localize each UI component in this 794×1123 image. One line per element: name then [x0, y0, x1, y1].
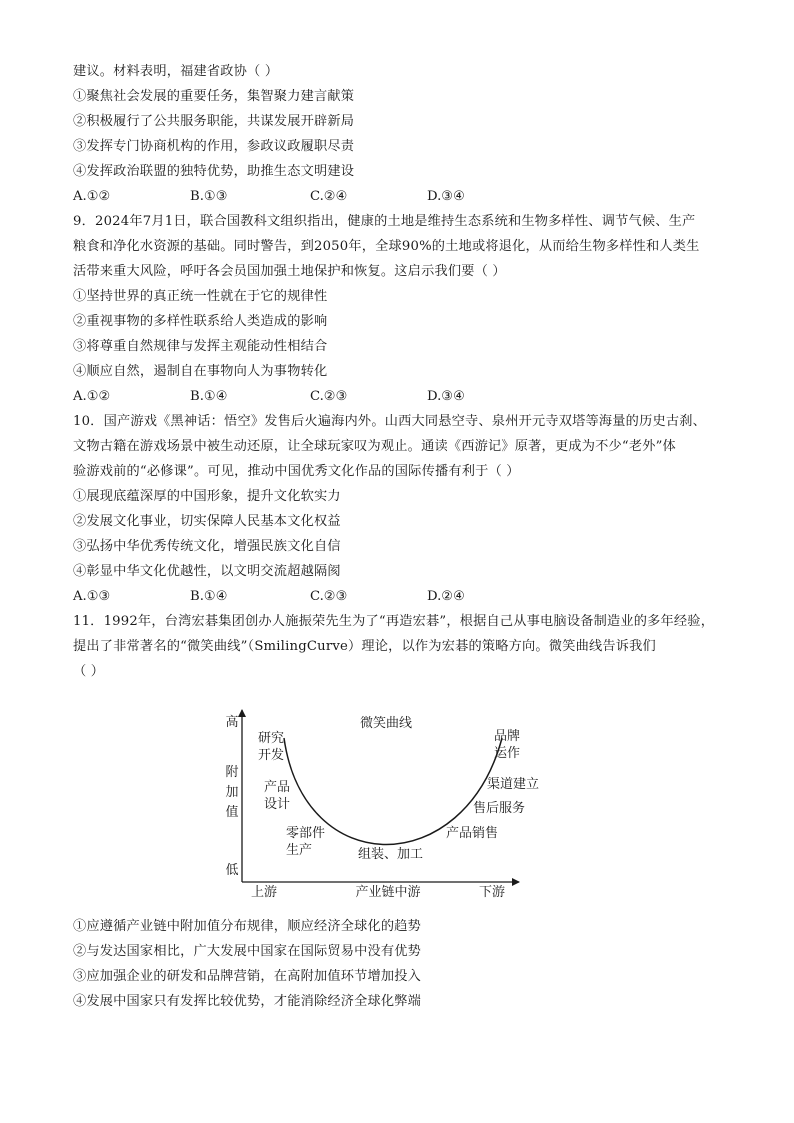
q10-item-1: ①展现底蕴深厚的中国形象，提升文化软实力 [73, 489, 341, 504]
q9-option-c[interactable]: C.②③ [310, 389, 348, 404]
q10-option-a[interactable]: A.①③ [73, 589, 111, 604]
chart-title: 微笑曲线 [359, 716, 413, 731]
q11-item-2: ②与发达国家相比，广大发展中国家在国际贸易中没有优势 [73, 944, 422, 959]
q10-item-3: ③弘扬中华优秀传统文化，增强民族文化自信 [73, 539, 341, 554]
q9-stem-line-3: 活带来重大风险，呼吁各会员国加强土地保护和恢复。这启示我们要（ ） [73, 264, 506, 279]
stage-labels [258, 728, 539, 862]
q8-item-3: ③发挥专门协商机构的作用，参政议政履职尽责 [73, 139, 355, 154]
q9-option-d[interactable]: D.③④ [427, 389, 465, 404]
stage-label: 产品销售 [446, 826, 499, 841]
q11-stem-line-2: 提出了非常著名的“微笑曲线”（SmilingCurve）理论，以作为宏碁的策略方向。微笑曲线告诉我们 [73, 639, 656, 654]
q10-option-c[interactable]: C.②③ [310, 589, 348, 604]
q9-item-1: ①坚持世界的真正统一性就在于它的规律性 [73, 289, 328, 304]
q9-stem-line-2: 粮食和净化水资源的基础。同时警告，到2050年，全球90%的土地或将退化，从而给生物多样性和人类生 [73, 239, 700, 254]
q9-item-3: ③将尊重自然规律与发挥主观能动性相结合 [73, 339, 328, 354]
q8-option-d[interactable]: D.③④ [427, 189, 465, 204]
x-axis-label: 产业链中游 [355, 885, 421, 900]
q8-item-4: ④发挥政治联盟的独特优势，助推生态文明建设 [73, 164, 355, 179]
y-axis-label [225, 765, 238, 820]
q8-option-c[interactable]: C.②④ [310, 189, 348, 204]
x-start-label: 上游 [250, 885, 278, 900]
q10-item-2: ②发展文化事业，切实保障人民基本文化权益 [73, 514, 341, 529]
q10-option-b[interactable]: B.①④ [190, 589, 228, 604]
y-axis-label-char: 附 [225, 765, 239, 780]
q10-stem-line-2: 文物古籍在游戏场景中被生动还原，让全球玩家叹为观止。通读《西游记》原著，更成为不少“老外”体 [73, 439, 676, 454]
q10-item-4: ④彰显中华文化优越性，以文明交流超越隔阂 [73, 564, 341, 579]
q8-item-1: ①聚焦社会发展的重要任务，集智聚力建言献策 [73, 89, 355, 104]
stage-label: 组装、加工 [358, 847, 424, 862]
stage-label: 研究开发 [258, 731, 285, 763]
q11-item-1: ①应遵循产业链中附加值分布规律，顺应经济全球化的趋势 [73, 919, 422, 934]
stage-label: 渠道建立 [487, 777, 540, 792]
q11-stem-line-1: 11．1992年，台湾宏碁集团创办人施振荣先生为了“再造宏碁”，根据自己从事电脑设备制造业的多年经验， [73, 614, 715, 629]
q11-stem-line-3: （ ） [73, 664, 105, 679]
stage-label: 品牌运作 [494, 729, 521, 761]
q9-item-2: ②重视事物的多样性联系给人类造成的影响 [73, 314, 328, 329]
stage-label: 产品设计 [264, 780, 291, 812]
smile-curve-chart [214, 700, 544, 900]
q9-option-b[interactable]: B.①④ [190, 389, 228, 404]
q8-option-a[interactable]: A.①② [73, 189, 111, 204]
q10-option-d[interactable]: D.②④ [427, 589, 465, 604]
y-axis-label-char: 值 [225, 805, 239, 820]
stage-label: 零部件生产 [286, 826, 326, 858]
q9-option-a[interactable]: A.①② [73, 389, 111, 404]
x-end-label: 下游 [478, 885, 506, 900]
q8-item-2: ②积极履行了公共服务职能，共谋发展开辟新局 [73, 114, 355, 129]
q11-item-3: ③应加强企业的研发和品牌营销，在高附加值环节增加投入 [73, 969, 422, 984]
stage-label: 售后服务 [473, 801, 526, 816]
y-high-label: 高 [225, 715, 239, 730]
q10-stem-line-3: 验游戏前的“必修课”。可见，推动中国优秀文化作品的国际传播有利于（ ） [73, 464, 520, 479]
q9-item-4: ④顺应自然，遏制自在事物向人为事物转化 [73, 364, 328, 379]
y-low-label: 低 [225, 863, 239, 878]
q11-item-4: ④发展中国家只有发挥比较优势，才能消除经济全球化弊端 [73, 994, 422, 1009]
q10-stem-line-1: 10．国产游戏《黑神话：悟空》发售后火遍海内外。山西大同悬空寺、泉州开元寺双塔等海量的历史古刹、 [73, 414, 707, 429]
q8-option-b[interactable]: B.①③ [190, 189, 228, 204]
y-axis-label-char: 加 [225, 785, 239, 800]
q9-stem-line-1: 9．2024年7月1日，联合国教科文组织指出，健康的土地是维持生态系统和生物多样性、调节气候、生产 [73, 214, 696, 229]
q8-stem: 建议。材料表明，福建省政协（ ） [73, 64, 279, 79]
